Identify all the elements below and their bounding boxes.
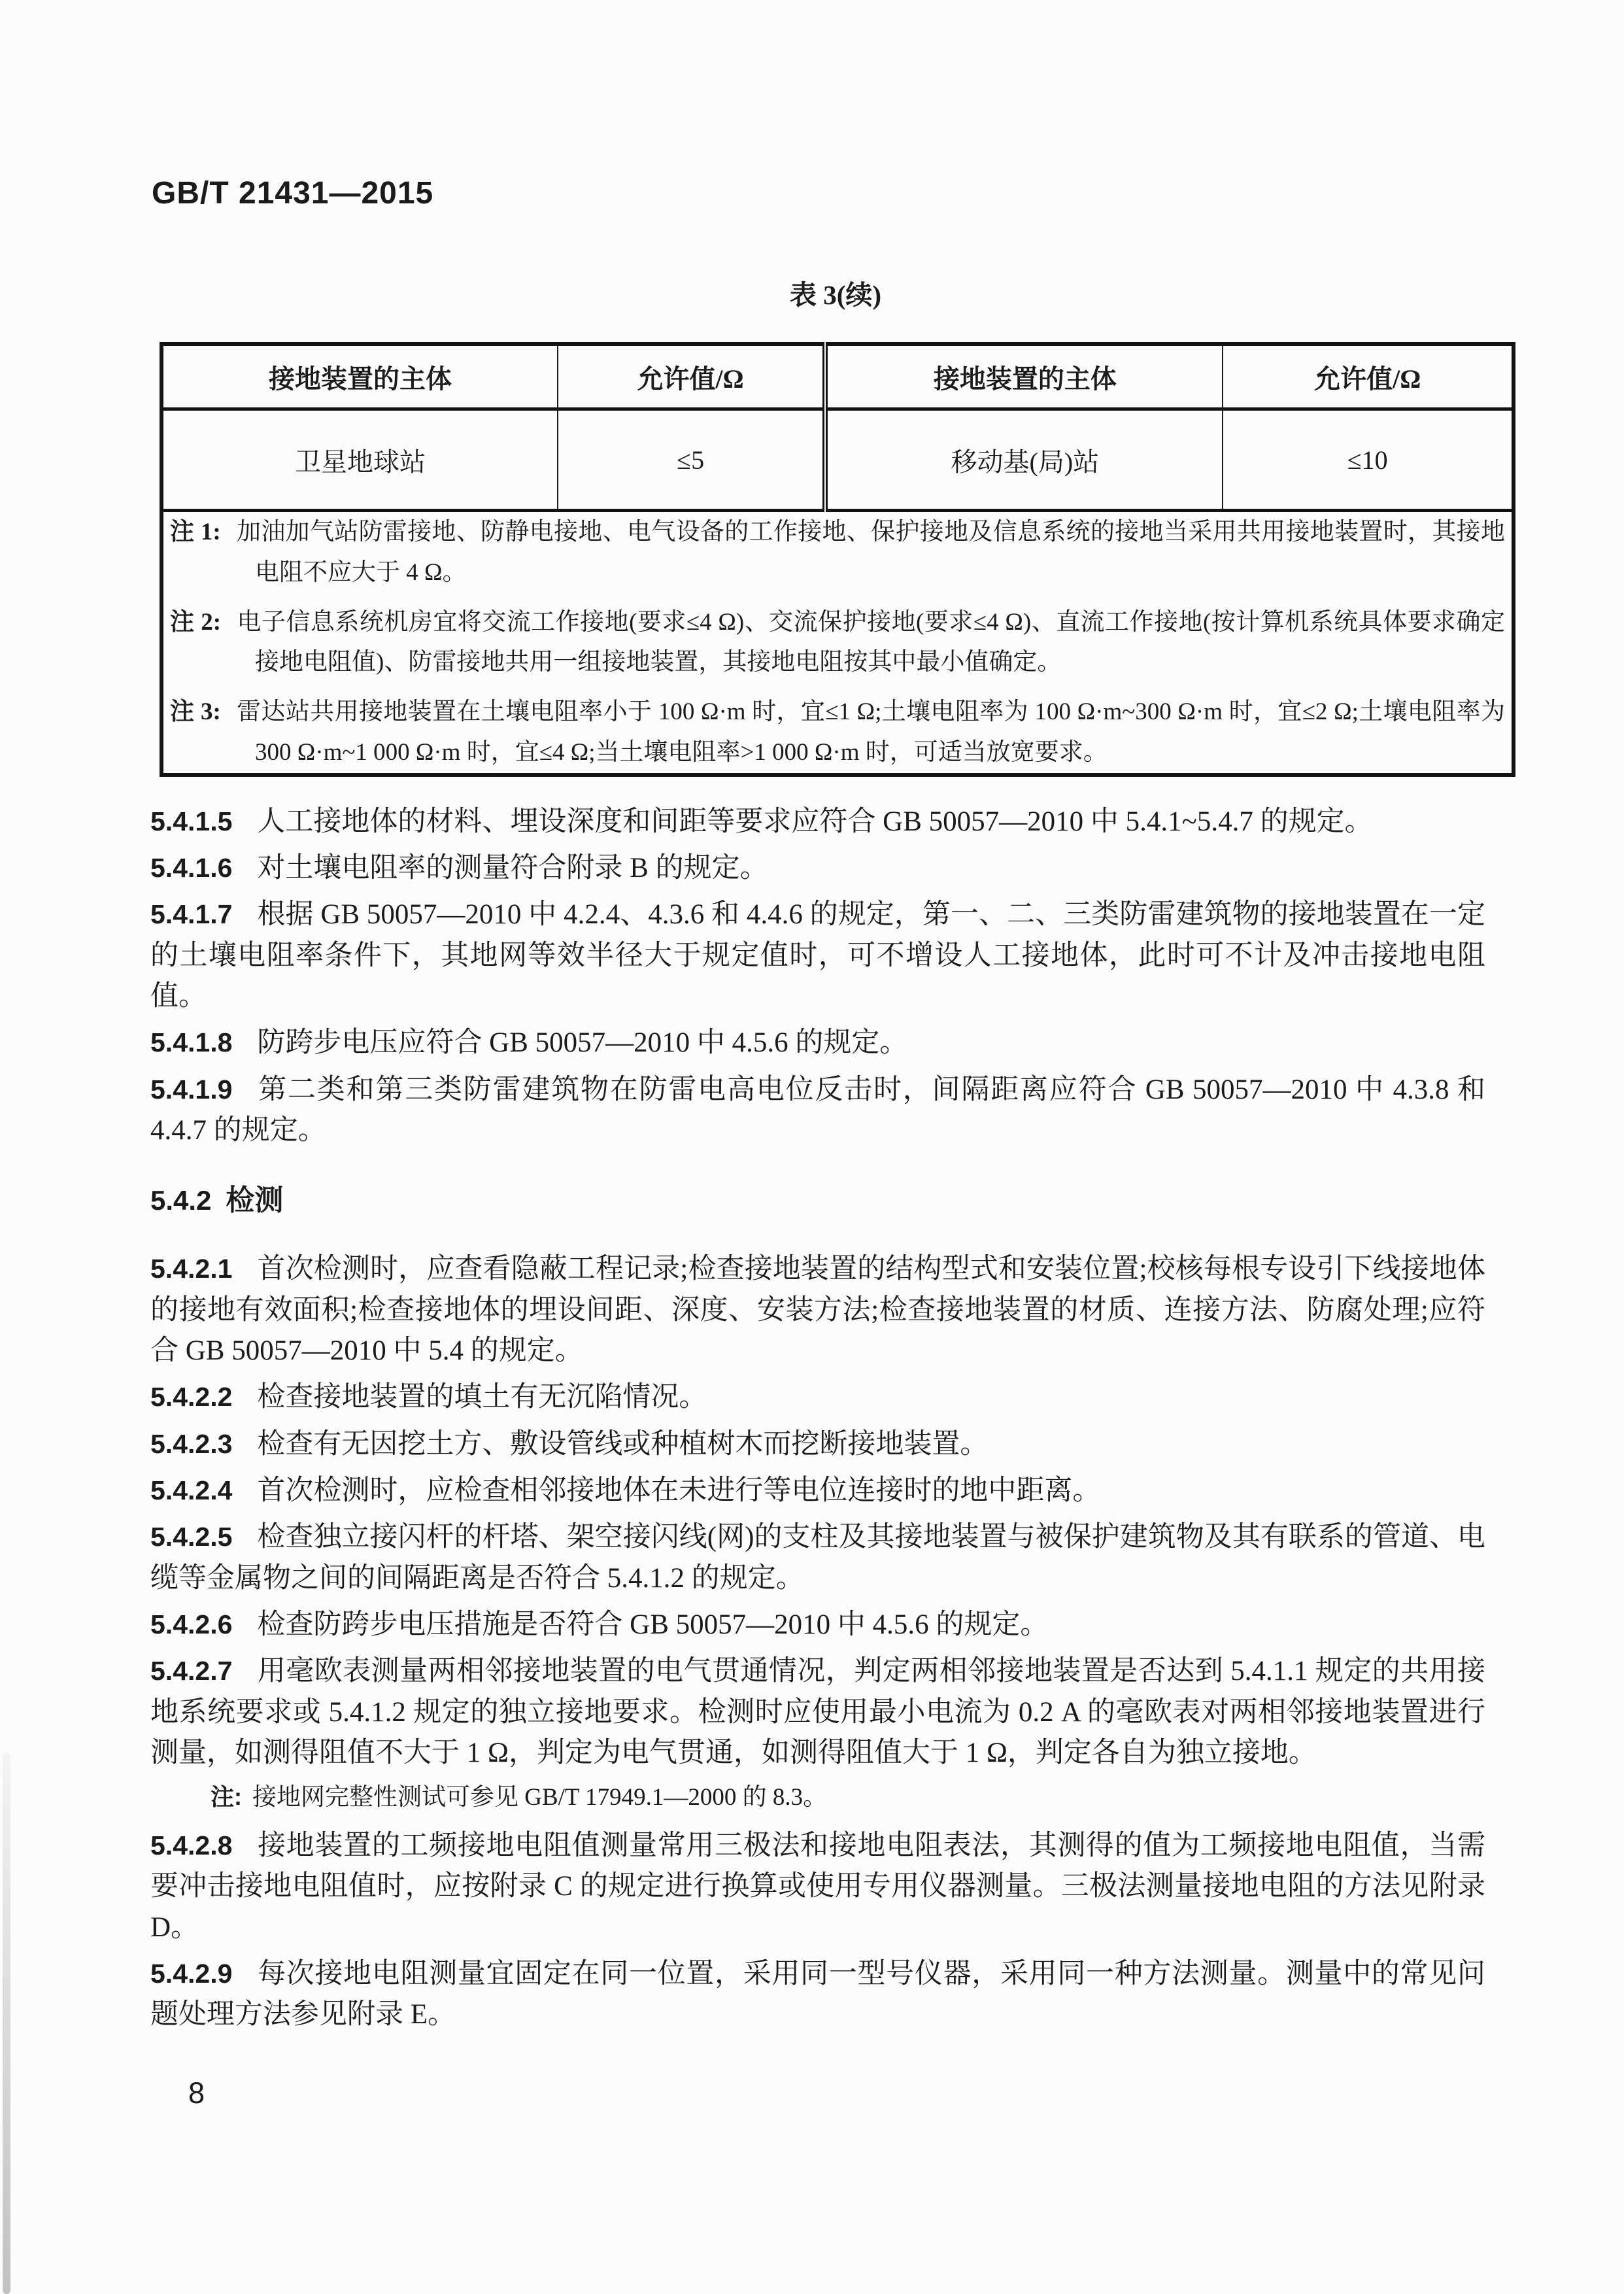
clause-text: 人工接地体的材料、埋设深度和间距等要求应符合 GB 50057—2010 中 5.4.1~5.4.7 的规定。 <box>257 806 1373 837</box>
clause-text: 防跨步电压应符合 GB 50057—2010 中 4.5.6 的规定。 <box>257 1027 908 1059</box>
clause-text: 对土壤电阻率的测量符合附录 B 的规定。 <box>257 853 768 884</box>
note-label: 注 3: <box>170 698 221 726</box>
clause-5-4-2-8 <box>150 1826 1485 1948</box>
clause-text: 检查接地装置的填土有无沉陷情况。 <box>257 1382 707 1413</box>
column-header-allowed-left: 允许值/Ω <box>558 344 825 409</box>
clause-number: 5.4.2.2 <box>150 1382 233 1412</box>
standard-number: GB/T 21431—2015 <box>152 176 434 211</box>
clause-5-4-1-7 <box>150 895 1485 1017</box>
clause-5-4-2-2 <box>150 1377 1485 1418</box>
clause-text: 检查独立接闪杆的杆塔、架空接闪线(网)的支柱及其接地装置与被保护建筑物及其有联系的管道、电缆等金属物之间的间隔距离是否符合 5.4.1.2 的规定。 <box>150 1522 1485 1594</box>
page-content <box>150 273 1521 2110</box>
table-cell-subject-right: 移动基(局)站 <box>825 409 1223 511</box>
clause-number: 5.4.2.5 <box>150 1522 233 1552</box>
clause-text: 接地装置的工频接地电阻值测量常用三极法和接地电阻表法，其测得的值为工频接地电阻值，当需要冲击接地电阻值时，应按附录 C 的规定进行换算或使用专用仪器测量。三极法测量接地电阻的方法见附录 D。 <box>150 1830 1485 1943</box>
clause-5-4-2-6 <box>150 1605 1485 1645</box>
clause-5-4-1-6 <box>150 848 1485 889</box>
clause-text: 第二类和第三类防雷建筑物在防雷电高电位反击时，间隔距离应符合 GB 50057—2010 中 4.3.8 和 4.4.7 的规定。 <box>150 1074 1485 1146</box>
clause-5-4-1-8 <box>150 1023 1485 1063</box>
note-text: 雷达站共用接地装置在土壤电阻率小于 100 Ω·m 时，宜≤1 Ω;土壤电阻率为 100 Ω·m~300 Ω·m 时，宜≤2 Ω;土壤电阻率为 300 Ω·m~1 000 Ω·m 时，宜≤4 Ω;当土壤电阻率>1 000 Ω·m 时，可适当放宽要求。 <box>236 698 1505 766</box>
clause-number: 5.4.1.9 <box>150 1074 233 1104</box>
scan-artifact <box>3 1753 10 2294</box>
clause-number: 5.4.2 <box>150 1185 212 1216</box>
clause-number: 5.4.2.8 <box>150 1830 233 1860</box>
clause-text: 每次接地电阻测量宜固定在同一位置，采用同一型号仪器，采用同一种方法测量。测量中的常见问题处理方法参见附录 E。 <box>150 1959 1485 2030</box>
note-label: 注: <box>211 1783 242 1811</box>
clause-number: 5.4.2.6 <box>150 1609 233 1639</box>
note-text: 加油加气站防雷接地、防静电接地、电气设备的工作接地、保护接地及信息系统的接地当采用共用接地装置时，其接地电阻不应大于 4 Ω。 <box>236 519 1505 586</box>
table-header-row <box>161 344 1514 409</box>
clause-number: 5.4.2.3 <box>150 1428 233 1459</box>
section-heading-text: 检测 <box>226 1184 284 1217</box>
clause-5-4-2-9 <box>150 1954 1485 2036</box>
column-header-subject-right: 接地装置的主体 <box>825 344 1223 409</box>
clause-text: 检查防跨步电压措施是否符合 GB 50057—2010 中 4.5.6 的规定。 <box>257 1609 1049 1640</box>
table-notes <box>161 511 1514 775</box>
clause-number: 5.4.2.1 <box>150 1254 233 1284</box>
clause-number: 5.4.2.9 <box>150 1959 233 1989</box>
inline-note <box>211 1780 1485 1815</box>
note-label: 注 1: <box>170 519 221 545</box>
table-note-2 <box>170 602 1505 683</box>
clause-text: 根据 GB 50057—2010 中 4.2.4、4.3.6 和 4.4.6 的规定，第一、二、三类防雷建筑物的接地装置在一定的土壤电阻率条件下，其地网等效半径大于规定值时，可不增设人工接地体，此时可不计及冲击接地电阻值。 <box>150 899 1485 1012</box>
clause-5-4-1-9 <box>150 1070 1485 1152</box>
clause-text: 检查有无因挖土方、敷设管线或种植树木而挖断接地装置。 <box>257 1428 989 1460</box>
clause-5-4-2-7 <box>150 1651 1485 1773</box>
clause-number: 5.4.1.6 <box>150 853 233 883</box>
table-note-1 <box>170 512 1505 593</box>
grounding-resistance-table <box>160 342 1515 777</box>
clause-text: 首次检测时，应检查相邻接地体在未进行等电位连接时的地中距离。 <box>257 1475 1101 1506</box>
clause-5-4-2-4 <box>150 1471 1485 1511</box>
note-text: 电子信息系统机房宜将交流工作接地(要求≤4 Ω)、交流保护接地(要求≤4 Ω)、直流工作接地(按计算机系统具体要求确定接地电阻值)、防雷接地共用一组接地装置，其接地电阻按其中最小值确定。 <box>237 608 1505 676</box>
table-cell-subject-left: 卫星地球站 <box>161 409 558 511</box>
column-header-subject-left: 接地装置的主体 <box>161 344 558 409</box>
clause-number: 5.4.2.4 <box>150 1475 233 1505</box>
table-note-3 <box>170 692 1505 773</box>
clause-text: 用毫欧表测量两相邻接地装置的电气贯通情况，判定两相邻接地装置是否达到 5.4.1.1 规定的共用接地系统要求或 5.4.1.2 规定的独立接地要求。检测时应使用最小电流为 0.2 A 的毫欧表对两相邻接地装置进行测量，如测得阻值不大于 1 Ω，判定为电气贯通，如测得阻值大于 1 Ω，判定各自为独立接地。 <box>150 1656 1485 1769</box>
page-number: 8 <box>188 2076 205 2110</box>
clause-5-4-2-3 <box>150 1424 1485 1465</box>
clauses-section <box>150 802 1485 2036</box>
table-caption: 表 3(续) <box>789 280 882 310</box>
note-text: 接地网完整性测试可参见 GB/T 17949.1—2000 的 8.3。 <box>252 1784 828 1811</box>
clause-number: 5.4.1.5 <box>150 806 233 836</box>
column-header-allowed-right: 允许值/Ω <box>1223 344 1514 409</box>
clause-5-4-2-5 <box>150 1517 1485 1599</box>
table-notes-row <box>161 511 1514 775</box>
clause-5-4-2-1 <box>150 1249 1485 1371</box>
table-cell-allowed-right: ≤10 <box>1223 409 1514 511</box>
note-label: 注 2: <box>170 608 222 636</box>
clause-number: 5.4.1.7 <box>150 899 233 930</box>
clause-5-4-1-5 <box>150 802 1485 842</box>
clause-text: 首次检测时，应查看隐蔽工程记录;检查接地装置的结构型式和安装位置;校核每根专设引下线接地体的接地有效面积;检查接地体的埋设间距、深度、安装方法;检查接地装置的材质、连接方法、防腐处理;应符合 GB 50057—2010 中 5.4 的规定。 <box>150 1254 1485 1366</box>
table-row <box>161 409 1514 511</box>
clause-number: 5.4.2.7 <box>150 1656 233 1686</box>
clause-number: 5.4.1.8 <box>150 1027 233 1058</box>
table-cell-allowed-left: ≤5 <box>558 409 825 511</box>
section-heading-5-4-2 <box>150 1180 1485 1222</box>
